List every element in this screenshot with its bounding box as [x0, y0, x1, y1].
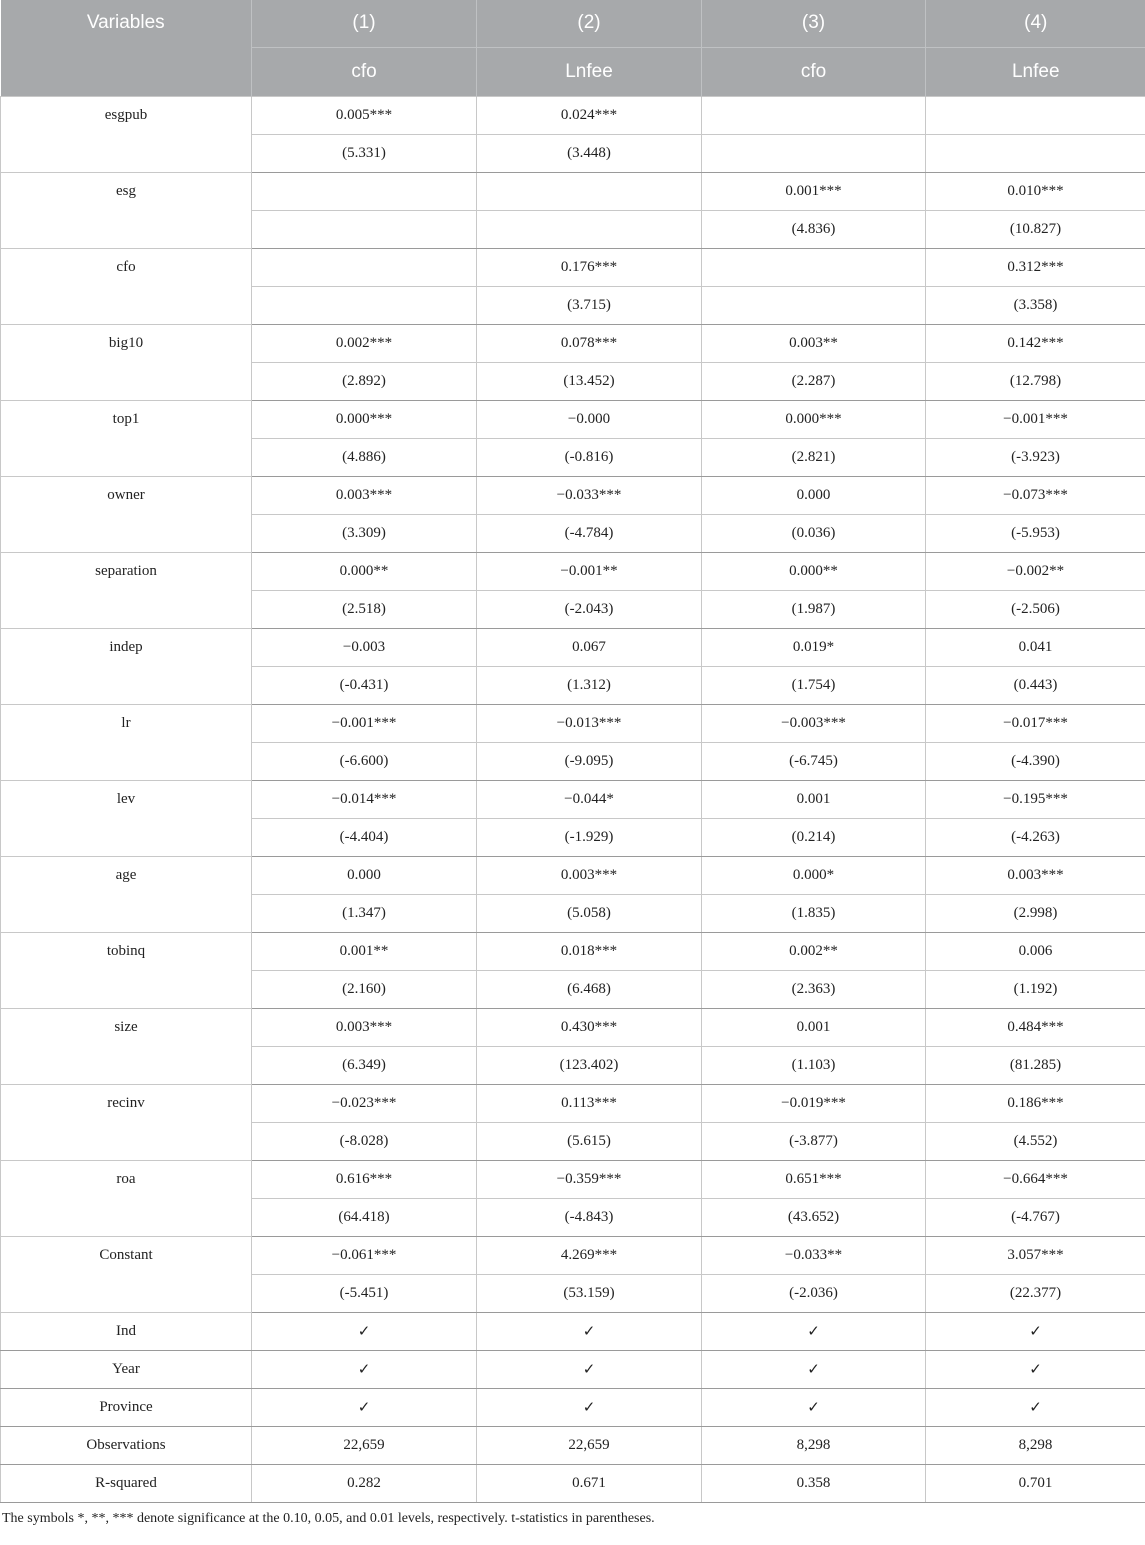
- coefficient-cell: 0.430***: [477, 1008, 702, 1046]
- coefficient-cell: 0.142***: [926, 324, 1145, 362]
- control-value: ✓: [702, 1388, 926, 1426]
- t-stat-cell: (1.103): [702, 1046, 926, 1084]
- coefficient-cell: 0.002**: [702, 932, 926, 970]
- variable-name: esg: [1, 172, 252, 248]
- table-row: [1, 172, 1145, 210]
- variable-name: recinv: [1, 1084, 252, 1160]
- t-stat-cell: (2.287): [702, 362, 926, 400]
- coefficient-cell: 0.484***: [926, 1008, 1145, 1046]
- coefficient-cell: −0.061***: [252, 1236, 477, 1274]
- column-dep-1: cfo: [252, 47, 477, 96]
- coefficient-cell: 0.176***: [477, 248, 702, 286]
- t-stat-cell: (6.349): [252, 1046, 477, 1084]
- variable-name: top1: [1, 400, 252, 476]
- t-stat-cell: (53.159): [477, 1274, 702, 1312]
- t-stat-cell: (0.036): [702, 514, 926, 552]
- t-stat-cell: (10.827): [926, 210, 1145, 248]
- table-row: [1, 400, 1145, 438]
- t-stat-cell: (-1.929): [477, 818, 702, 856]
- column-dep-2: Lnfee: [477, 47, 702, 96]
- t-stat-cell: [926, 134, 1145, 172]
- control-value: ✓: [252, 1350, 477, 1388]
- t-stat-cell: (1.347): [252, 894, 477, 932]
- t-stat-cell: (-2.036): [702, 1274, 926, 1312]
- coefficient-cell: −0.195***: [926, 780, 1145, 818]
- t-stat-cell: (2.363): [702, 970, 926, 1008]
- table-row: [1, 932, 1145, 970]
- control-value: 22,659: [252, 1426, 477, 1464]
- table-row: [1, 324, 1145, 362]
- column-number-2: (2): [477, 0, 702, 47]
- control-value: ✓: [926, 1350, 1145, 1388]
- variable-name: roa: [1, 1160, 252, 1236]
- coefficient-cell: 0.024***: [477, 96, 702, 134]
- t-stat-cell: (-5.451): [252, 1274, 477, 1312]
- t-stat-cell: (3.309): [252, 514, 477, 552]
- t-stat-cell: (5.331): [252, 134, 477, 172]
- t-stat-cell: (43.652): [702, 1198, 926, 1236]
- table-body: [1, 96, 1145, 1502]
- control-value: ✓: [926, 1312, 1145, 1350]
- t-stat-cell: [252, 210, 477, 248]
- coefficient-cell: 0.003***: [477, 856, 702, 894]
- table-row: [1, 96, 1145, 134]
- t-stat-cell: (1.987): [702, 590, 926, 628]
- t-stat-cell: (-0.431): [252, 666, 477, 704]
- t-stat-cell: (0.214): [702, 818, 926, 856]
- coefficient-cell: −0.664***: [926, 1160, 1145, 1198]
- control-value: ✓: [252, 1312, 477, 1350]
- table-row: [1, 1350, 1145, 1388]
- table-row: [1, 476, 1145, 514]
- control-value: ✓: [477, 1388, 702, 1426]
- control-value: 0.701: [926, 1464, 1145, 1502]
- coefficient-cell: 0.003***: [252, 1008, 477, 1046]
- variable-name: age: [1, 856, 252, 932]
- t-stat-cell: (4.836): [702, 210, 926, 248]
- table-row: [1, 1388, 1145, 1426]
- control-name: Observations: [1, 1426, 252, 1464]
- coefficient-cell: −0.359***: [477, 1160, 702, 1198]
- coefficient-cell: −0.013***: [477, 704, 702, 742]
- t-stat-cell: (1.312): [477, 666, 702, 704]
- variable-name: lr: [1, 704, 252, 780]
- coefficient-cell: −0.023***: [252, 1084, 477, 1122]
- table-row: [1, 780, 1145, 818]
- coefficient-cell: 0.000**: [702, 552, 926, 590]
- variables-header: Variables: [1, 0, 252, 96]
- coefficient-cell: 0.000: [702, 476, 926, 514]
- variable-name: lev: [1, 780, 252, 856]
- coefficient-cell: 0.002***: [252, 324, 477, 362]
- control-value: ✓: [702, 1350, 926, 1388]
- coefficient-cell: −0.003: [252, 628, 477, 666]
- table-header: [1, 0, 1145, 96]
- t-stat-cell: (0.443): [926, 666, 1145, 704]
- coefficient-cell: 0.186***: [926, 1084, 1145, 1122]
- control-value: ✓: [926, 1388, 1145, 1426]
- coefficient-cell: −0.000: [477, 400, 702, 438]
- control-value: 8,298: [702, 1426, 926, 1464]
- t-stat-cell: (-4.843): [477, 1198, 702, 1236]
- table-row: [1, 1084, 1145, 1122]
- t-stat-cell: (-4.404): [252, 818, 477, 856]
- control-name: Province: [1, 1388, 252, 1426]
- variable-name: esgpub: [1, 96, 252, 172]
- t-stat-cell: (-4.767): [926, 1198, 1145, 1236]
- t-stat-cell: (2.160): [252, 970, 477, 1008]
- coefficient-cell: 0.113***: [477, 1084, 702, 1122]
- t-stat-cell: (-3.923): [926, 438, 1145, 476]
- coefficient-cell: 4.269***: [477, 1236, 702, 1274]
- t-stat-cell: (-9.095): [477, 742, 702, 780]
- coefficient-cell: −0.044*: [477, 780, 702, 818]
- control-value: ✓: [702, 1312, 926, 1350]
- coefficient-cell: [926, 96, 1145, 134]
- table-row: [1, 552, 1145, 590]
- t-stat-cell: (-0.816): [477, 438, 702, 476]
- coefficient-cell: 0.041: [926, 628, 1145, 666]
- coefficient-cell: −0.014***: [252, 780, 477, 818]
- t-stat-cell: (-2.506): [926, 590, 1145, 628]
- t-stat-cell: [252, 286, 477, 324]
- variable-name: cfo: [1, 248, 252, 324]
- coefficient-cell: [252, 248, 477, 286]
- coefficient-cell: 0.312***: [926, 248, 1145, 286]
- control-value: ✓: [477, 1312, 702, 1350]
- t-stat-cell: (-5.953): [926, 514, 1145, 552]
- coefficient-cell: 0.010***: [926, 172, 1145, 210]
- coefficient-cell: 0.003***: [926, 856, 1145, 894]
- control-value: ✓: [477, 1350, 702, 1388]
- control-name: Ind: [1, 1312, 252, 1350]
- variable-name: separation: [1, 552, 252, 628]
- t-stat-cell: (22.377): [926, 1274, 1145, 1312]
- t-stat-cell: (2.518): [252, 590, 477, 628]
- coefficient-cell: −0.001***: [926, 400, 1145, 438]
- column-number-1: (1): [252, 0, 477, 47]
- t-stat-cell: (2.998): [926, 894, 1145, 932]
- t-stat-cell: (1.754): [702, 666, 926, 704]
- t-stat-cell: (-4.390): [926, 742, 1145, 780]
- column-dep-3: cfo: [702, 47, 926, 96]
- coefficient-cell: [702, 248, 926, 286]
- coefficient-cell: 0.000***: [252, 400, 477, 438]
- table-row: [1, 248, 1145, 286]
- t-stat-cell: [477, 210, 702, 248]
- t-stat-cell: (2.892): [252, 362, 477, 400]
- table-row: [1, 856, 1145, 894]
- table-row: [1, 1236, 1145, 1274]
- control-value: 0.671: [477, 1464, 702, 1502]
- coefficient-cell: 0.005***: [252, 96, 477, 134]
- coefficient-cell: 0.019*: [702, 628, 926, 666]
- t-stat-cell: (-8.028): [252, 1122, 477, 1160]
- coefficient-cell: 0.651***: [702, 1160, 926, 1198]
- t-stat-cell: (13.452): [477, 362, 702, 400]
- control-name: Year: [1, 1350, 252, 1388]
- coefficient-cell: 0.001: [702, 780, 926, 818]
- table-row: [1, 704, 1145, 742]
- variable-name: tobinq: [1, 932, 252, 1008]
- t-stat-cell: (-2.043): [477, 590, 702, 628]
- coefficient-cell: −0.001***: [252, 704, 477, 742]
- coefficient-cell: 0.067: [477, 628, 702, 666]
- table-row: [1, 1426, 1145, 1464]
- control-value: 0.358: [702, 1464, 926, 1502]
- t-stat-cell: (2.821): [702, 438, 926, 476]
- coefficient-cell: [252, 172, 477, 210]
- t-stat-cell: (5.615): [477, 1122, 702, 1160]
- t-stat-cell: [702, 134, 926, 172]
- t-stat-cell: (-4.784): [477, 514, 702, 552]
- t-stat-cell: (6.468): [477, 970, 702, 1008]
- coefficient-cell: [702, 96, 926, 134]
- coefficient-cell: 0.018***: [477, 932, 702, 970]
- coefficient-cell: 3.057***: [926, 1236, 1145, 1274]
- coefficient-cell: 0.000***: [702, 400, 926, 438]
- coefficient-cell: 0.001: [702, 1008, 926, 1046]
- t-stat-cell: (-3.877): [702, 1122, 926, 1160]
- variable-name: owner: [1, 476, 252, 552]
- coefficient-cell: 0.000: [252, 856, 477, 894]
- t-stat-cell: (5.058): [477, 894, 702, 932]
- t-stat-cell: (-4.263): [926, 818, 1145, 856]
- table-row: [1, 1008, 1145, 1046]
- t-stat-cell: [702, 286, 926, 324]
- control-value: 0.282: [252, 1464, 477, 1502]
- coefficient-cell: −0.033**: [702, 1236, 926, 1274]
- t-stat-cell: (3.448): [477, 134, 702, 172]
- coefficient-cell: 0.000*: [702, 856, 926, 894]
- t-stat-cell: (-6.600): [252, 742, 477, 780]
- table-row: [1, 1160, 1145, 1198]
- coefficient-cell: 0.003**: [702, 324, 926, 362]
- t-stat-cell: (-6.745): [702, 742, 926, 780]
- column-number-4: (4): [926, 0, 1145, 47]
- coefficient-cell: −0.002**: [926, 552, 1145, 590]
- column-dep-4: Lnfee: [926, 47, 1145, 96]
- t-stat-cell: (64.418): [252, 1198, 477, 1236]
- coefficient-cell: −0.001**: [477, 552, 702, 590]
- t-stat-cell: (4.886): [252, 438, 477, 476]
- coefficient-cell: −0.019***: [702, 1084, 926, 1122]
- coefficient-cell: −0.033***: [477, 476, 702, 514]
- coefficient-cell: 0.078***: [477, 324, 702, 362]
- t-stat-cell: (12.798): [926, 362, 1145, 400]
- t-stat-cell: (4.552): [926, 1122, 1145, 1160]
- table-row: [1, 1464, 1145, 1502]
- coefficient-cell: 0.000**: [252, 552, 477, 590]
- t-stat-cell: (81.285): [926, 1046, 1145, 1084]
- t-stat-cell: (3.358): [926, 286, 1145, 324]
- variable-name: big10: [1, 324, 252, 400]
- coefficient-cell: [477, 172, 702, 210]
- coefficient-cell: 0.616***: [252, 1160, 477, 1198]
- table-row: [1, 1312, 1145, 1350]
- coefficient-cell: 0.003***: [252, 476, 477, 514]
- variable-name: indep: [1, 628, 252, 704]
- control-name: R-squared: [1, 1464, 252, 1502]
- coefficient-cell: −0.073***: [926, 476, 1145, 514]
- variable-name: size: [1, 1008, 252, 1084]
- coefficient-cell: −0.003***: [702, 704, 926, 742]
- t-stat-cell: (1.835): [702, 894, 926, 932]
- t-stat-cell: (1.192): [926, 970, 1145, 1008]
- variable-name: Constant: [1, 1236, 252, 1312]
- control-value: ✓: [252, 1388, 477, 1426]
- coefficient-cell: −0.017***: [926, 704, 1145, 742]
- coefficient-cell: 0.006: [926, 932, 1145, 970]
- t-stat-cell: (123.402): [477, 1046, 702, 1084]
- table-footnote: The symbols *, **, *** denote significance at the 0.10, 0.05, and 0.01 levels, respectively. t-statistics in parentheses.: [2, 1510, 655, 1526]
- column-number-3: (3): [702, 0, 926, 47]
- t-stat-cell: (3.715): [477, 286, 702, 324]
- control-value: 22,659: [477, 1426, 702, 1464]
- control-value: 8,298: [926, 1426, 1145, 1464]
- coefficient-cell: 0.001**: [252, 932, 477, 970]
- coefficient-cell: 0.001***: [702, 172, 926, 210]
- table-row: [1, 628, 1145, 666]
